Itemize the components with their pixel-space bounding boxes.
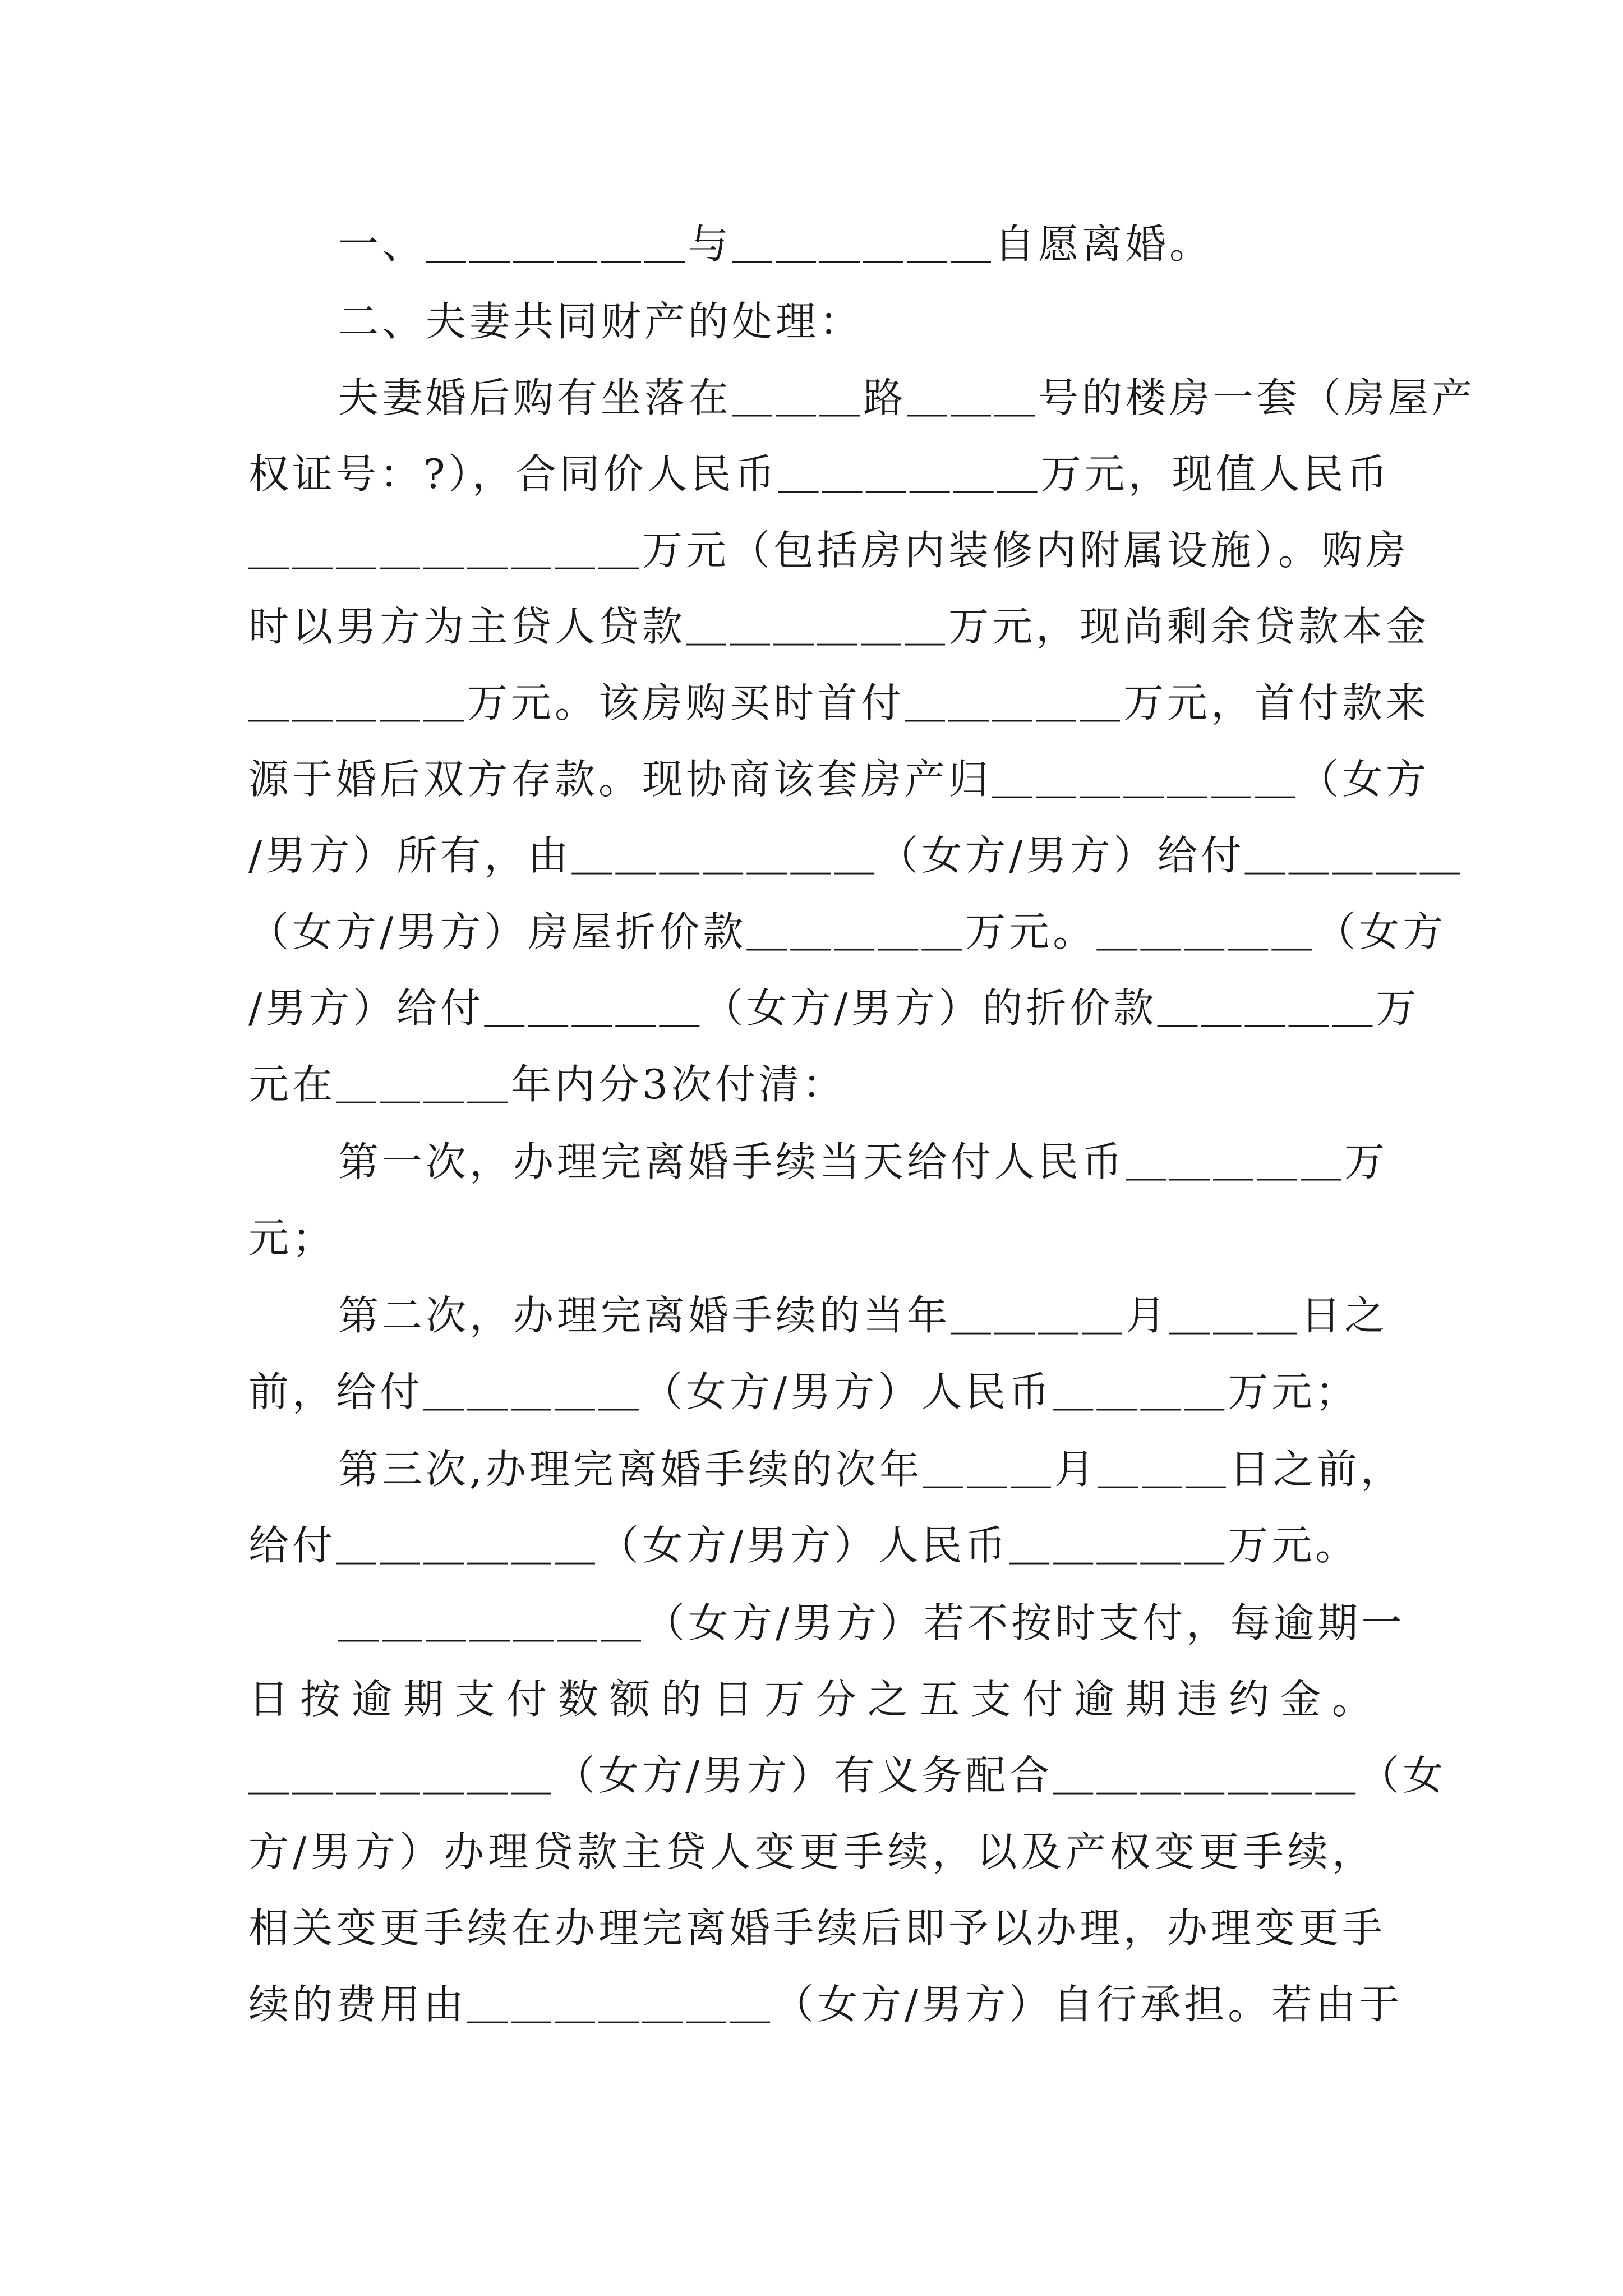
paragraph-line: ＿＿＿＿＿万元。该房购买时首付＿＿＿＿＿万元，首付款来 <box>248 679 1430 726</box>
paragraph-line: 元； <box>248 1214 336 1262</box>
paragraph-line: /男方）给付＿＿＿＿＿（女方/男方）的折价款＿＿＿＿＿万 <box>248 984 1420 1032</box>
payment-second: 第二次，办理完离婚手续的当年＿＿＿＿月＿＿＿日之 <box>338 1292 1389 1339</box>
paragraph-line: ＿＿＿＿＿＿＿＿＿万元（包括房内装修内附属设施）。购房 <box>248 527 1410 574</box>
paragraph-line: （女方/男方）房屋折价款＿＿＿＿＿万元。＿＿＿＿＿（女方 <box>248 908 1447 955</box>
paragraph-line: 方/男方）办理贷款主贷人变更手续，以及产权变更手续， <box>248 1828 1376 1875</box>
paragraph-line: 元在＿＿＿＿年内分3次付清： <box>248 1061 846 1108</box>
paragraph-line: 夫妻婚后购有坐落在＿＿＿路＿＿＿号的楼房一套（房屋产 <box>338 374 1476 421</box>
paragraph-line: 权证号：?），合同价人民币＿＿＿＿＿＿万元，现值人民币 <box>248 450 1391 498</box>
paragraph-line: 日按逾期支付数额的日万分之五支付逾期违约金。 <box>248 1676 1376 1723</box>
paragraph-line: 相关变更手续在办理完离婚手续后即予以办理，办理变更手 <box>248 1904 1386 1952</box>
penalty-clause: ＿＿＿＿＿＿＿（女方/男方）若不按时支付，每逾期一 <box>338 1599 1405 1646</box>
clause-2-heading: 二、夫妻共同财产的处理： <box>338 298 864 345</box>
paragraph-line: ＿＿＿＿＿＿＿（女方/男方）有义务配合＿＿＿＿＿＿＿（女 <box>248 1752 1447 1799</box>
payment-third: 第三次,办理完离婚手续的次年＿＿＿月＿＿＿日之前， <box>338 1446 1404 1493</box>
paragraph-line: 续的费用由＿＿＿＿＿＿＿（女方/男方）自行承担。若由于 <box>248 1981 1403 2028</box>
paragraph-line: 前，给付＿＿＿＿＿（女方/男方）人民币＿＿＿＿万元； <box>248 1368 1359 1415</box>
paragraph-line: /男方）所有，由＿＿＿＿＿＿＿（女方/男方）给付＿＿＿＿＿ <box>248 832 1464 879</box>
paragraph-line: 给付＿＿＿＿＿＿（女方/男方）人民币＿＿＿＿＿万元。 <box>248 1522 1359 1569</box>
clause-1: 一、＿＿＿＿＿＿与＿＿＿＿＿＿自愿离婚。 <box>338 220 1214 268</box>
paragraph-line: 时以男方为主贷人贷款＿＿＿＿＿＿万元，现尚剩余贷款本金 <box>248 603 1430 650</box>
payment-first: 第一次，办理完离婚手续当天给付人民币＿＿＿＿＿万 <box>338 1138 1389 1185</box>
paragraph-line: 源于婚后双方存款。现协商该套房产归＿＿＿＿＿＿＿（女方 <box>248 756 1430 803</box>
